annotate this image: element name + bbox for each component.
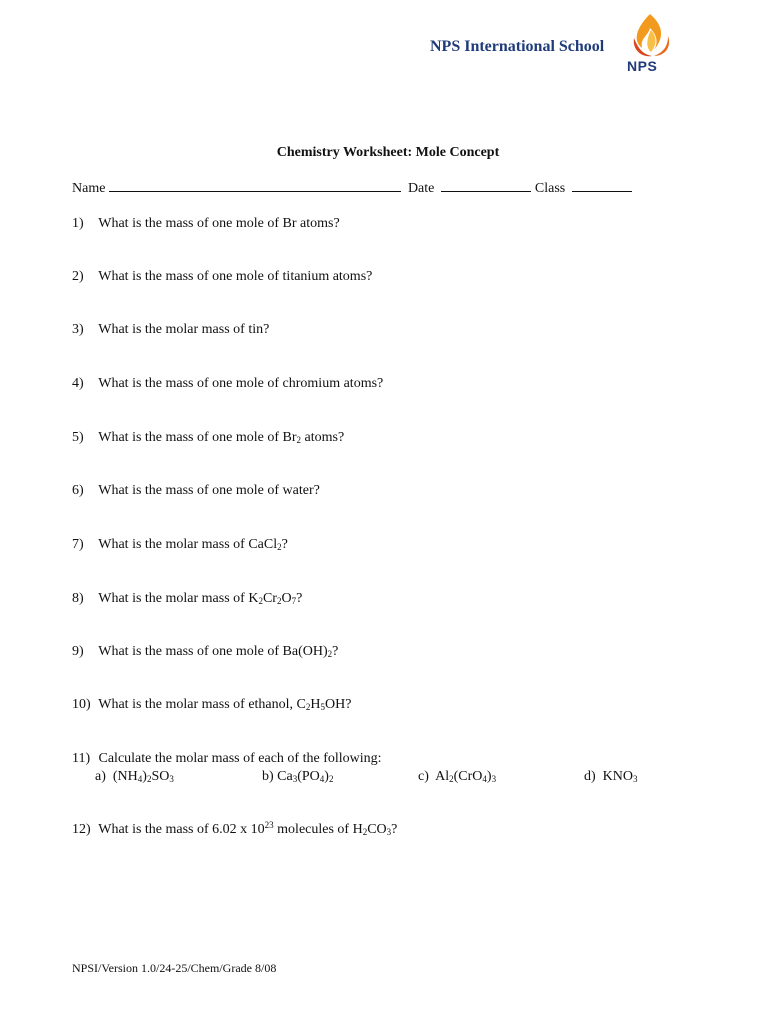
question-1: 1) What is the mass of one mole of Br atoms? (72, 216, 340, 231)
name-blank[interactable] (109, 180, 401, 192)
class-label: Class (534, 181, 566, 196)
question-9: 9) What is the mass of one mole of $Ba(OH)_2$? (72, 644, 339, 659)
question-5: 5) What is the mass of one mole of $Br_2$ atoms? (72, 430, 345, 445)
question-10: 10) What is the molar mass of ethanol, $C_2H_5OH$? (72, 697, 352, 712)
question-6: 6) What is the mass of one mole of water? (72, 483, 320, 498)
question-11-option-a: a) $(NH_4)_2SO_3$ (95, 769, 174, 784)
student-info-line (72, 180, 632, 197)
question-11-option-b: b) $Ca_3(PO_4)_2$ (262, 769, 334, 784)
worksheet-title: Chemistry Worksheet: Mole Concept (276, 145, 500, 160)
name-label: Name (72, 181, 106, 196)
logo-text: NPS (627, 58, 658, 74)
question-3: 3) What is the molar mass of tin? (72, 322, 270, 337)
question-7: 7) What is the molar mass of CaCl$_2$? (72, 537, 288, 552)
question-8: 8) What is the molar mass of $K_2Cr_2O_7$? (72, 591, 303, 606)
question-11-option-d: d) $KNO_3$ (584, 769, 638, 784)
class-blank[interactable] (572, 180, 632, 192)
question-11-option-c: c) $Al_2(CrO_4)_3$ (418, 769, 497, 784)
question-4: 4) What is the mass of one mole of chromium atoms? (72, 376, 384, 391)
date-label: Date (407, 181, 435, 196)
question-11: 11) Calculate the molar mass of each of the following: (72, 751, 382, 766)
question-2: 2) What is the mass of one mole of titanium atoms? (72, 269, 373, 284)
question-12: 12) What is the mass of 6.02 x $10^{23}$ molecules of $H_2CO_3$? (72, 820, 398, 837)
date-blank[interactable] (441, 180, 531, 192)
school-name: NPS International School (430, 38, 605, 55)
document-version-footer: NPSI/Version 1.0/24-25/Chem/Grade 8/08 (72, 961, 277, 975)
